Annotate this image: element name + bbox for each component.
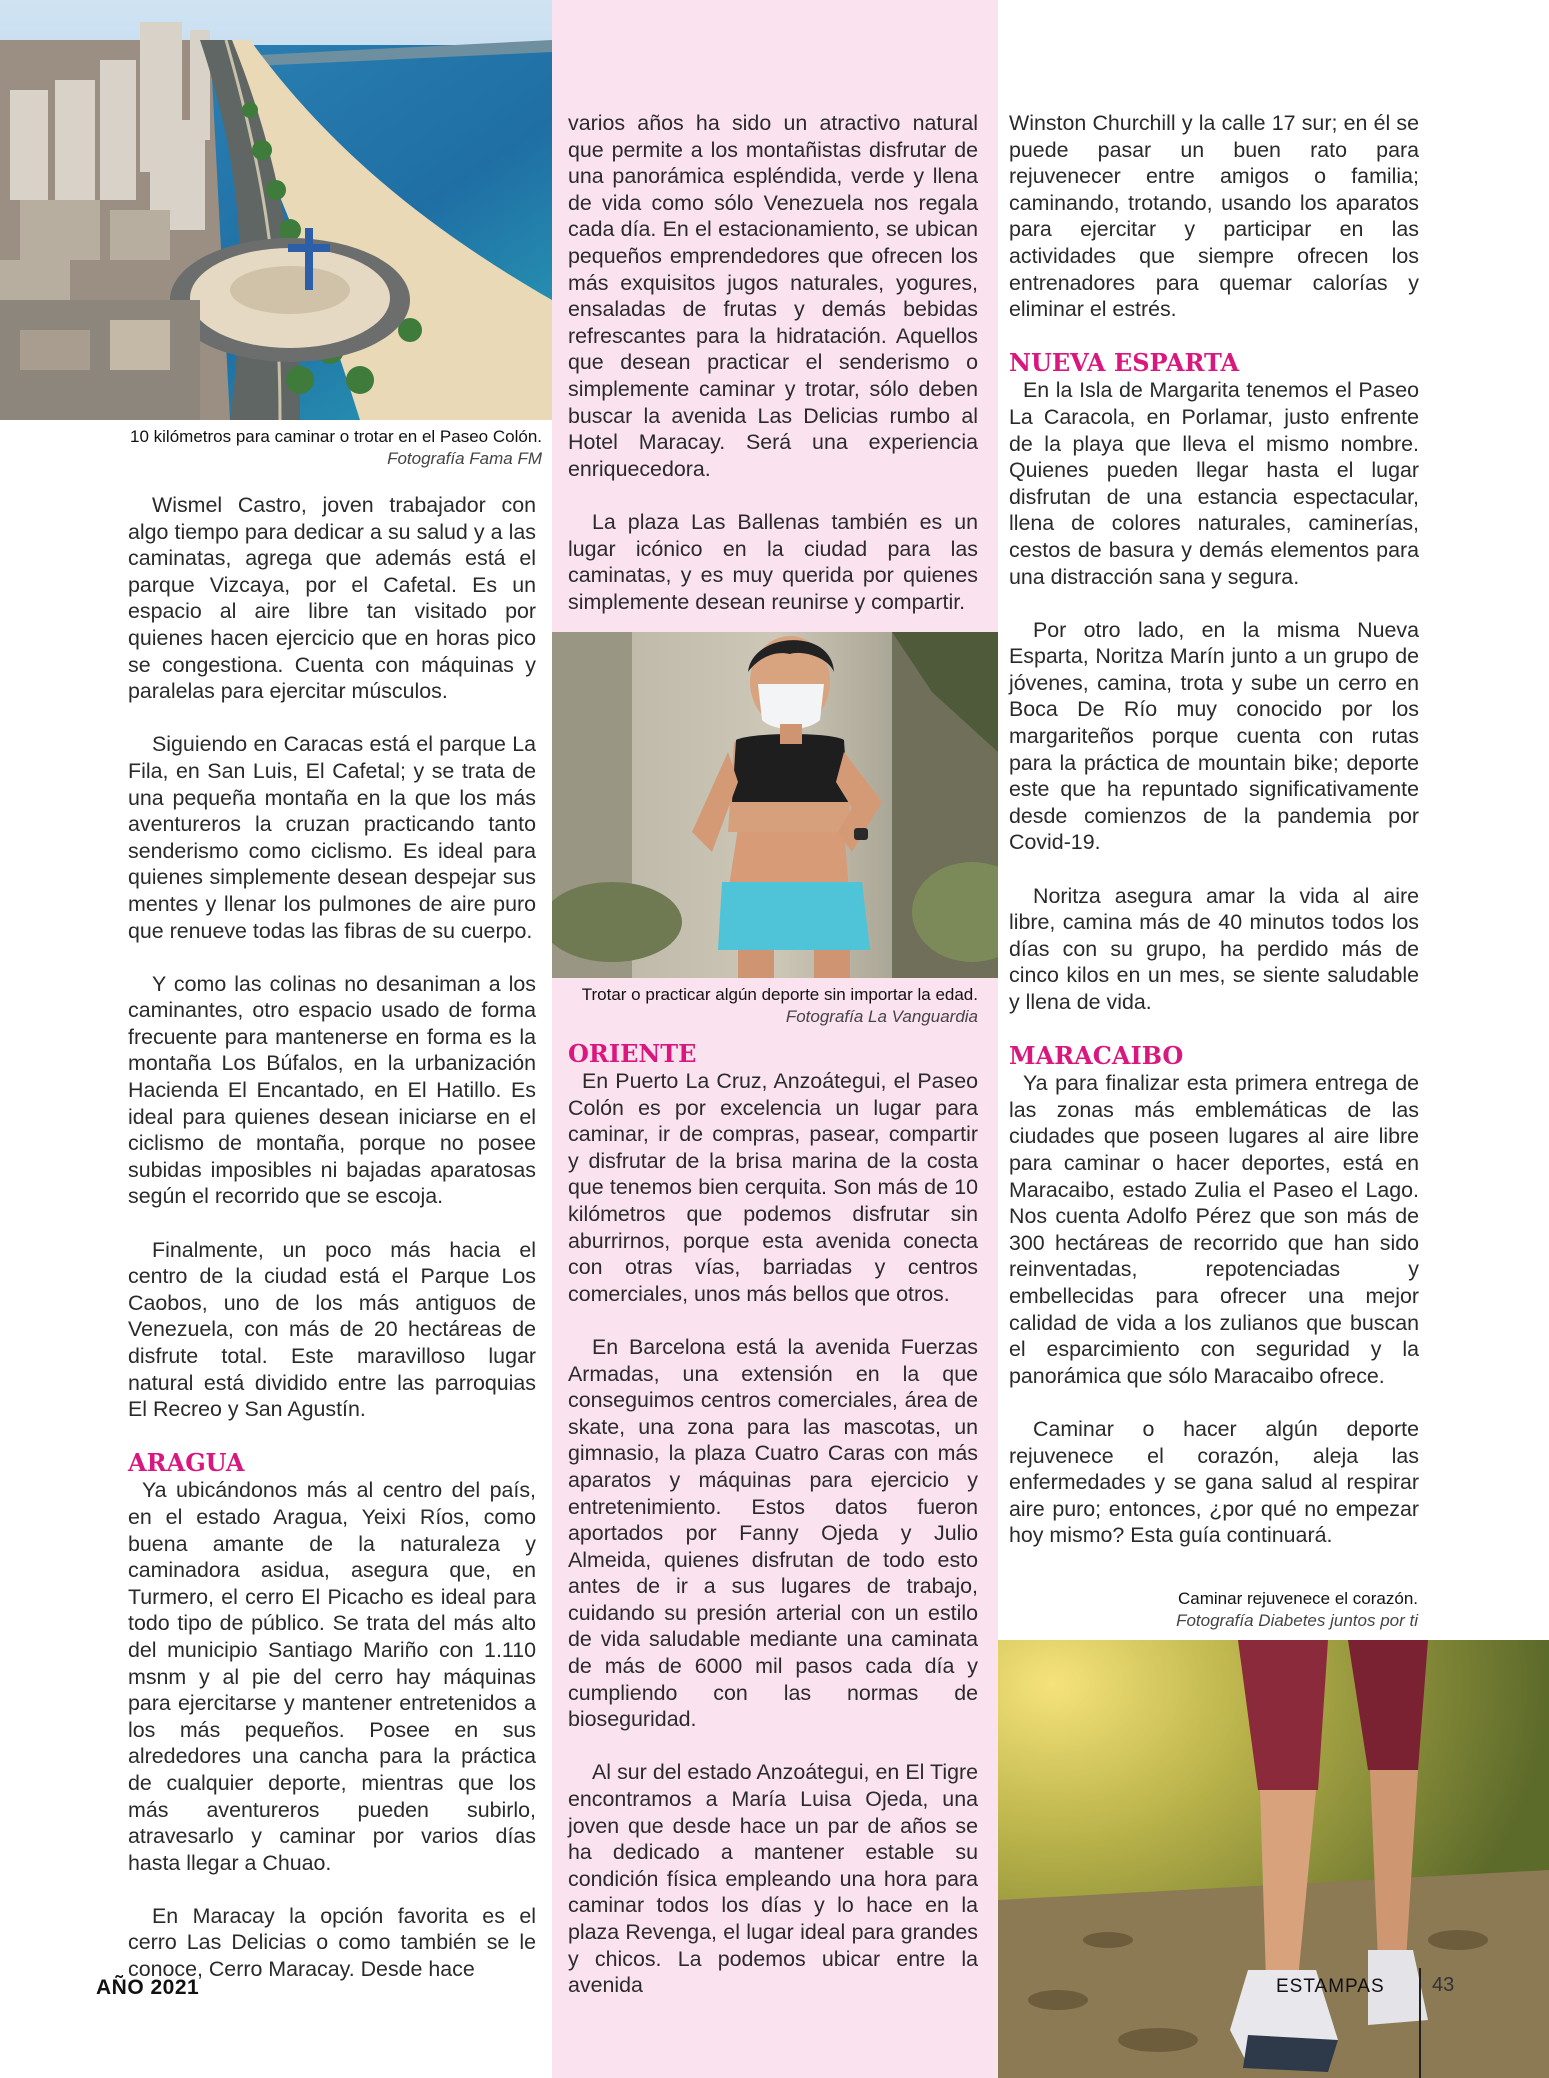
paragraph: Y como las colinas no desaniman a los caminantes, otro espacio usado de forma frecuente para mantenerse en forma es la montaña Los Búfalos, en la urbanización Hacienda El Encantado, en El Hatillo. Es ideal para quienes desean iniciarse en el ciclismo de montaña, porque no posee subidas imposibles ni bajadas aparatosas según el recorrido que se escoja. <box>128 971 536 1209</box>
section-heading-nueva-esparta: NUEVA ESPARTA <box>1009 348 1240 378</box>
paragraph: Siguiendo en Caracas está el parque La Fila, en San Luis, El Cafetal; y se trata de una pequeña montaña en la que los más aventureros la cruzan practicando tanto senderismo como ciclismo. Es ideal para quienes simplemente desean despejar sus mentes y llenar los pulmones de aire puro que renueve todas las fibras de su cuerpo. <box>128 732 536 943</box>
section-heading-aragua: ARAGUA <box>128 1448 245 1478</box>
article-column-2-lower <box>568 1040 978 1999</box>
paragraph: La plaza Las Ballenas también es un lugar icónico en la ciudad para las caminatas, y es muy querida por quienes simplemente desean reunirse y compartir. <box>568 509 978 614</box>
caption-text: Caminar rejuvenece el corazón. <box>1177 1589 1418 1608</box>
footer-year: AÑO 2021 <box>96 1976 200 1999</box>
section-heading-maracaibo: MARACAIBO <box>1009 1041 1184 1071</box>
footer-brand: ESTAMPAS <box>1276 1976 1385 1997</box>
paragraph: En Maracay la opción favorita es el cerro Las Delicias o como también se le conoce, Cerro Maracay. Desde hace <box>128 1903 536 1982</box>
paragraph: Winston Churchill y la calle 17 sur; en él se puede pasar un buen rato para rejuvenecer entre amigos o familia; caminando, trotando, usando los aparatos para ejercitar y participar en las actividades que siempre ofrecen los entrenadores para quemar calorías y eliminar el estrés. <box>1009 111 1419 322</box>
paragraph: Por otro lado, en la misma Nueva Esparta, Noritza Marín junto a un grupo de jóvenes, camina, trota y sube un cerro en Boca De Río muy conocido por los margariteños porque cuenta con rutas para la práctica de mountain bike; deporte este que ha repuntado significativamente desde comienzos de la pandemia por Covid-19. <box>1009 617 1419 855</box>
paragraph: Ya para finalizar esta primera entrega de las zonas más emblemáticas de las ciudades que poseen lugares al aire libre para caminar o hacer deportes, está en Maracaibo, estado Zulia el Paseo el Lago. Nos cuenta Adolfo Pérez que son más de 300 hectáreas de recorrido que han sido reinventadas, repotenciadas y embellecidas para ofrecer una mejor calidad de vida a los zulianos que buscan el esparcimiento con seguridad y la panorámica que sólo Maracaibo ofrece. <box>1009 1071 1419 1388</box>
paragraph: Caminar o hacer algún deporte rejuvenece el corazón, aleja las enfermedades y se gana salud al respirar aire puro; entonces, ¿por qué no empezar hoy mismo? Esta guía continuará. <box>1009 1416 1419 1548</box>
paragraph: Al sur del estado Anzoátegui, en El Tigre encontramos a María Luisa Ojeda, una joven que desde hace un par de años se ha dedicado a mantener estable su condición física empleando una hora para caminar todos los días y lo hace en la plaza Revenga, el lugar ideal para grandes y chicos. La podemos ubicar entre la avenida <box>568 1760 978 1998</box>
paragraph: En Barcelona está la avenida Fuerzas Armadas, una extensión en la que conseguimos centros comerciales, área de skate, una zona para las mascotas, un gimnasio, la plaza Cuatro Caras con más aparatos y máquinas para ejercicio y entretenimiento. Estos datos fueron aportados por Fanny Ojeda y Julio Almeida, quienes disfrutan de todo esto antes de ir a sus lugares de trabajo, cuidando su presión arterial con un estilo de vida saludable mediante una caminata de más de 6000 mil pasos cada día y cumpliendo con las normas de bioseguridad. <box>568 1334 978 1732</box>
caption-paseo-colon <box>40 426 542 470</box>
paragraph: Finalmente, un poco más hacia el centro de la ciudad está el Parque Los Caobos, uno de los más antiguos de Venezuela, con más de 20 hectáreas de disfrute total. Este maravilloso lugar natural está dividido entre las parroquias El Recreo y San Agustín. <box>128 1237 536 1422</box>
article-column-2 <box>568 110 978 615</box>
photo-credit: Fotografía Diabetes juntos por ti <box>1176 1611 1418 1630</box>
paragraph: varios años ha sido un atractivo natural que permite a los montañistas disfrutar de una panorámica espléndida, verde y llena de vida como sólo Venezuela nos regala cada día. En el estacionamiento, se ubican pequeños emprendedores que ofrecen los más exquisitos jugos naturales, yogures, ensaladas de frutas y demás bebidas refrescantes para la hidratación. Aquellos que desean practicar el senderismo o simplemente caminar y trotar, sólo deben buscar la avenida Las Delicias rumbo al Hotel Maracay. Será una experiencia enriquecedora. <box>568 111 978 481</box>
photo-runner <box>552 632 998 978</box>
caption-walking <box>1010 1588 1418 1632</box>
page-number: 43 <box>1432 1974 1455 1996</box>
photo-walking-legs <box>998 1640 1549 2078</box>
paragraph: En la Isla de Margarita tenemos el Paseo La Caracola, en Porlamar, justo enfrente de la playa que lleva el mismo nombre. Quienes pueden llegar hasta el lugar disfrutan de una estancia espectacular, llena de colores naturales, caminerías, cestos de basura y demás elementos para una distracción sana y segura. <box>1009 378 1419 589</box>
photo-paseo-colon <box>0 0 552 420</box>
article-column-3 <box>1009 110 1419 1549</box>
article-column-1 <box>128 492 536 1983</box>
paragraph: Ya ubicándonos más al centro del país, en el estado Aragua, Yeixi Ríos, como buena amante de la naturaleza y caminadora asidua, asegura que, en Turmero, el cerro El Picacho es ideal para todo tipo de público. Se trata del más alto del municipio Santiago Mariño con 1.110 msnm y al pie del cerro hay máquinas para ejercitarse y mantener entretenidos a los más pequeños. Posee en sus alrededores una cancha para la práctica de cualquier deporte, mientras que los más aventureros pueden subirlo, atravesarlo y caminar por varios días hasta llegar a Chuao. <box>128 1478 536 1875</box>
caption-text: 10 kilómetros para caminar o trotar en el Paseo Colón. <box>130 427 542 446</box>
paragraph: En Puerto La Cruz, Anzoátegui, el Paseo Colón es por excelencia un lugar para caminar, ir de compras, pasear, compartir y disfrutar de la brisa marina de la costa que tenemos bien cerquita. Son más de 10 kilómetros que podemos disfrutar sin aburrirnos, porque esta avenida conecta con otras vías, barriadas y centros comerciales, unos más bellos que otros. <box>568 1069 978 1306</box>
paragraph: Noritza asegura amar la vida al aire libre, camina más de 40 minutos todos los días con su grupo, ha perdido más de cinco kilos en un mes, se siente saludable y llena de vida. <box>1009 883 1419 1014</box>
photo-credit: Fotografía Fama FM <box>387 449 542 468</box>
caption-text: Trotar o practicar algún deporte sin importar la edad. <box>581 985 978 1004</box>
paragraph: Wismel Castro, joven trabajador con algo tiempo para dedicar a su salud y a las caminatas, agrega que además está el parque Vizcaya, por el Cafetal. Es un espacio al aire libre tan visitado por quienes hacen ejercicio que en horas pico se congestiona. Cuenta con máquinas y paralelas para ejercitar músculos. <box>128 493 536 704</box>
caption-runner <box>560 984 978 1028</box>
footer-divider <box>1419 1968 1421 2078</box>
section-heading-oriente: ORIENTE <box>568 1039 697 1068</box>
photo-credit: Fotografía La Vanguardia <box>785 1007 978 1026</box>
